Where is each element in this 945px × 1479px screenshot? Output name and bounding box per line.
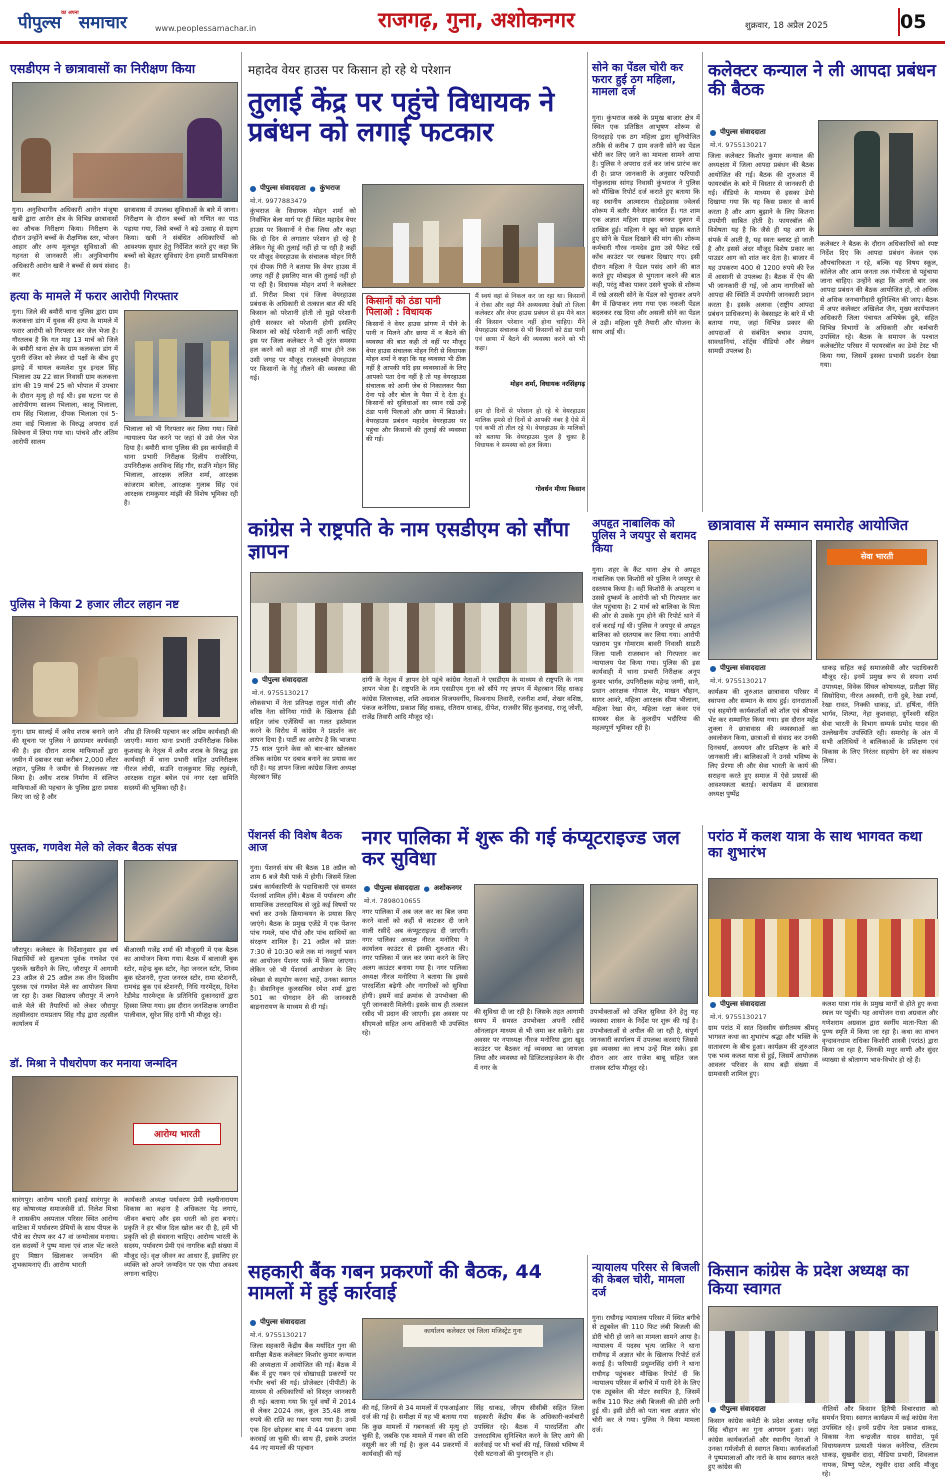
byline-place: अशोकनगर (433, 884, 462, 892)
byline-kumbhraj (250, 184, 340, 193)
mobile-number: मो.नं. 9755130217 (250, 1331, 307, 1339)
mobile-number: मो.नं. 9755130217 (710, 141, 767, 149)
article-congress-col2: दांगी के नेतृत्व में ज्ञापन देने पहुंचे कांग्रेस नेताओं ने एसडीएम के माध्यम से राष्ट्रपति के नाम ज्ञापन भेजा है। राष्ट्रपति के नाम एसडीएम गुना को सौंपे गए ज्ञापन में मेहरबान सिंह धाकड़ कांग्रेस जिलाध्यक्ष, शशि अग्रवाल विजयवर्गीय, विश्वनाथ तिवारी, रजनीश शर्मा, शेखर वशिष्ठ, पंकज कनेरिया, प्रकाश सिंह धाकड़, रतिराम धाकड़, दीपेश, राजवीर सिंह कुशवाह, राजू जोशी, राजेंद्र तिवारी आदि मौजूद रहे। (362, 676, 583, 722)
headline-lahan-destroyed: पुलिस ने किया 2 हजार लीटर लहान नष्ट (10, 597, 179, 611)
column-rule (702, 52, 703, 512)
headline-sdm-hostel: एसडीएम ने छात्रावासों का निरीक्षण किया (10, 61, 196, 76)
headline-collector-disaster: कलेक्टर कन्याल ने ली आपदा प्रबंधन की बैठक (708, 61, 936, 101)
headline-mla-weighing-center: तुलाई केंद्र पर पहुंचे विधायक ने प्रबंधन को लगाई फटकार (248, 87, 555, 149)
article-lahan-col2: शीघ्र ही जिनकी पहचान कर अग्रिम कार्यवाही की जाएगी। म्याना थाना प्रभारी उपनिरीक्षक विवेक कुशवाह के नेतृत्व में अवैध शराब के विरुद्ध इस कार्यवाही में थाना प्रभारी सहित उपनिरीक्षक नीरज लोधी, सउनि राजकुमार सिंह रघुवंशी, आरक्षक राहुल बघेल एवं नगर रक्षा समिति सदस्यों की भूमिका रही है। (124, 728, 238, 792)
photo-mla-farmers (362, 184, 584, 288)
mobile-number: मो.नं. 9755130217 (710, 1013, 767, 1021)
headline-computerized-water-tax: नगर पालिका में शुरू की गई कंप्यूटराइज्ड जल कर सुविधा (362, 827, 680, 871)
article-murder-arrest-col1: गुना। जिले की बमौरी थाना पुलिस द्वारा ग्राम कलकत्ता डांग में युवक की हत्या के मामले में फरार आरोपी को गिरफ्तार कर जेल भेजा है। गौरतलब है कि गत माह 13 मार्च को जिले के बमौरी थाना क्षेत्र के ग्राम कलकत्ता डांग में पुरानी रंजिश को लेकर दो पक्षों के बीच हुए झगड़े में घायल कमलेश पुत्र इन्दल सिंह भिलाला उम्र 22 साल निवासी ग्राम कलकत्ता डांग की 19 मार्च 25 को भोपाल में उपचार के दौरान मृत्यु हो गई थी। इस घटना पर से आरोपीगण सालम भिलाला, कालू भिलाला, राम सिंह भिलाला, दीपक भिलाला एवं 5-तमा वाई भिलाला के विरुद्ध अपराध दर्ज विवेचना में लिया गया था। पांचवे और अंतिम आरोपी सालम (12, 308, 118, 447)
byline-guna (252, 676, 308, 685)
article-kalash-col2: कलश यात्रा गांव के प्रमुख मार्गों से होते हुए कथा स्थल पर पहुंची। यह आयोजन राधा अग्रवाल और गणेशराम अग्रवाल द्वारा स्वर्गीय माता-पिता की पुण्य स्मृति में किया जा रहा है। कथा का वाचन वृन्दावनधाम राधिका किशोरी शास्त्री (परांठ) द्वारा किया जा रहा है, जिनकी मधुर वाणी और सुंदर व्याख्या से श्रोतागण भाव-विभोर हो रहे हैं। (822, 1000, 938, 1064)
byline-place: कुंभराज (319, 184, 340, 192)
sidebar-cold-water (362, 293, 470, 508)
column-rule (587, 1255, 588, 1440)
article-murder-arrest-col2: भिलाला को भी गिरफ्तार कर लिया गया। जिसे न्यायालय पेश करने पर जहां से उसे जेल भेज दिया है। बमौरी थाना पुलिस की इस कार्यवाही में थाना प्रभारी निरीक्षक दिलीप राजोरिया, उपनिरीक्षक अरविन्द सिंह गौर, सउनि मोहन सिंह भिलाला, आरक्षक ललित शर्मा, आरक्षक कांजराम बारेला, आरक्षक गुलाब सिंह एवं आरक्षक रामकुमार मांझी की विशेष भूमिका रही है। (124, 425, 238, 508)
article-bank-col2: की गई, जिनमें से 34 मामलों में एफआईआर दर्ज की गई है। समीक्षा में यह भी बताया गया कि कुछ मामलों में गबनकर्ता की मृत्यु हो चुकी है, जबकि एक मामले में गबन की राशि वसूली कर ली गई है। कुल 44 प्रकरणों में कार्यवाही की गई (362, 1404, 468, 1459)
byline-dot-icon (250, 186, 256, 192)
banner-seva-bharti: सेवा भारती (827, 549, 927, 565)
byline-name: पीपुल्स संवाददाता (720, 1000, 766, 1008)
photo-hostel-honour-2 (816, 540, 938, 660)
quote-mla-text: मैं स्वयं वहां से निकल कर जा रहा था। किसानों ने रोका और वहां मैंने अव्यवस्था देखी तो जिला कलेक्टर और वेयर हाउस प्रबंधन से हम मैने बात की किसान परेशान नहीं होना चाहिए। मैंने वेयरहाउस संचालक से भी किसानों को ठंडा पानी एवं छाया में बैठने की व्यवस्था करने को भी कहा। (475, 293, 585, 352)
photo-police-arrest (124, 310, 238, 422)
headline-hostel-honour: छात्रावास में सम्मान समारोह आयोजित (708, 518, 909, 534)
byline-name: पीपुल्स संवाददाता (720, 1405, 766, 1413)
byline-dot-icon (710, 1002, 716, 1008)
article-kisan-col1: किसान कांग्रेस कमेटी के प्रदेश अध्यक्ष धनेंद्र सिंह चौहान का गुना आगमन हुआ। जहां कांग्रेस कार्यकर्ताओं और स्थानीय नेताओं ने उनका गर्मजोशी से स्वागत किया। कार्यकर्ताओं ने पुष्पमालाओं और नारों के साथ स्वागत करते हुए कांग्रेस की (708, 1417, 818, 1472)
photo-water-tax-counter-2 (590, 884, 698, 1004)
byline-dot-icon (250, 1320, 256, 1326)
byline-name: पीपुल्स संवाददाता (374, 884, 420, 892)
byline-guna (710, 664, 766, 673)
article-hostel-col3: धाकड़ सहित कई समाजसेवी और पदाधिकारी मौजूद रहे। इनमें प्रमुख रूप से सपना शर्मा उपाध्यक्ष, विवेक सिंघल कोषाध्यक्ष, प्रतीक्षा सिंह सिसोदिया, नीरज अवस्थी, रानी दुबे, रेखा शर्मा, रेखा रावत, निक्की धाकड़, डॉ. हर्षिता, नीति भार्गव, शिल्पा, नेहा कुशवाहा, दुर्गेश्वरी सहित सेवा भारती के विभाग सम्पर्क प्रमोद यादव की उल्लेखनीय उपस्थिति रही। समारोह के अंत में सभी अतिथियों ने बालिकाओं के प्रशिक्षण एवं विकास के लिए निरंतर सहयोग देने का संकल्प लिया। (822, 664, 938, 765)
byline-ashoknagar (364, 884, 462, 893)
quote-farmer-attrib: गोवर्धन मीणा किसान (535, 485, 585, 493)
mobile-number: मो.नं. 9977883479 (250, 197, 307, 205)
article-sdm-hostel-col2: छात्रावास में उपलब्ध सुविधाओं के बारे में जाना। निरीक्षण के दौरान बच्चों को गणित का पाठ पढ़ाया गया, जिसे बच्चों ने बड़े उत्साह से ग्रहण किया। खत्री ने संबंधित अधिकारियों को आवश्यक सुधार हेतु निर्देशित करते हुए कहा कि बच्चों को बेहतर सुविधाएं देना हमारी प्राथमिकता है। (124, 206, 238, 270)
byline-name: पीपुल्स संवाददाता (262, 676, 308, 684)
byline-name: पीपुल्स संवाददाता (720, 128, 766, 136)
article-plantation-col2: कार्यकारी अध्यक्ष पर्यावरण प्रेमी लक्ष्मीनारायण विकास का कहना है अधिकतर पेड़ लगाएं, जीवन बचाएं और इस धरती को हरा बनाएं। प्रकृति ने हर चीज दिल खोल कर दी है, हमें भी प्रकृति को ही संवारना चाहिए। आरोग्य भारती के सदस्य, पर्यावरण प्रेमी एवं नागरिक बड़ी संख्या में मौजूद रहे। वृक्ष जीवन का आधार हैं, इसलिए हर व्यक्ति को अपने जन्मदिन पर एक पौधा अवश्य लगाना चाहिए। (124, 1196, 238, 1279)
mobile-number: मो.नं. 9755130217 (710, 677, 767, 685)
byline-name: पीपुल्स संवाददाता (260, 184, 306, 192)
article-water-tax-col1: नगर पालिका में अब जल कर का बिल जमा करने वालों को कहीं से काटकर दी जाने वाली रसीदें अब कंप्यूटराइज्ड दी जाएगी। नगर पालिका अध्यक्ष नीरज मनोरिया ने कार्यालय काउंटर से इसकी शुरुआत की। नगर पालिका में जल कर जमा करने के लिए अलग काउंटर बनाया गया है। नगर पालिका अध्यक्ष नीरज मनोरिया ने बताया कि इससे पारदर्शिता बढ़ेगी और नागरिकों को सुविधा होगी। इसमें वार्ड क्रमांक से उपभोक्ता की पूरी जानकारी मिलेगी। इसके साथ ही तत्काल रसीद भी प्रदान की जाएगी। इस अवसर पर सीएमओ सहित अन्य अधिकारी भी उपस्थित रहे। (362, 908, 468, 1037)
headline-court-cable-theft: न्यायालय परिसर से बिजली की केबल चोरी, मामला दर्ज (592, 1261, 700, 1299)
quote-mla (475, 293, 585, 401)
headline-congress-memorandum: कांग्रेस ने राष्ट्रपति के नाम एसडीएम को सौंपा ज्ञापन (248, 517, 570, 564)
photo-book-fair-meeting-2 (124, 860, 238, 942)
photo-fireball-demo (818, 120, 938, 236)
byline-name: पीपुल्स संवाददाता (260, 1318, 306, 1326)
column-rule (241, 52, 242, 1437)
headline-book-fair-meeting: पुस्तक, गणवेश मेले को लेकर बैठक संपन्न (10, 841, 177, 854)
article-kisan-col2: नीतियों और किसान हितैषी विचारधारा को समर्थन दिया। स्वागत कार्यक्रम में कई कांग्रेस नेता उपस्थित रहे। इनमें प्रदीप नेता प्रकाश धाकड़, विकास नेता चन्द्रजीत यादव सारोठा, पूर्व विधायकगण प्रत्याशी पंकज कनेरिया, रतिराम धाकड़, सुखवीर दादा, मीडिया प्रभारी, शिवलाल नायक, विष्णु पटेल, रघुवीर दादा आदि मौजूद रहे। (822, 1405, 938, 1479)
logo-text-2: समाचार (78, 13, 127, 33)
photo-kisan-congress (708, 1306, 938, 1402)
article-court-cable: गुना। राघौगढ़ न्यायालय परिसर में स्थित बगीचे से ट्यूबवेल की 110 फिट लंबी बिजली की डोरी चोरी हो जाने का मामला सामने आया है। न्यायालय में पदस्थ भृत्य जाकिर ने थाना राघौगढ़ में अज्ञात चोर के खिलाफ रिपोर्ट दर्ज कराई है। फरियादी प्रधुम्नसिंह दांगी ने थाना राघौगढ़ पहुंचकर मौखिक रिपोर्ट दी कि न्यायालय परिसर में बगीचे में पानी देने के लिए एक ट्यूबवेल की मोटर स्थापित है, जिसमें करीब 110 फिट लंबी बिजली की डोरी लगी हुई थी। इसी डोरी को पता चला अज्ञात चोर चोरी कर ले गया। पुलिस ने किया मामला दर्ज। (592, 1314, 700, 1434)
masthead (0, 0, 945, 44)
quote-mla-attrib: मोहन शर्मा, विधायक नरसिंहगढ़ (510, 380, 585, 388)
photo-bank-meeting (362, 1318, 584, 1400)
date: शुक्रवार, 18 अप्रैल 2025 (745, 21, 829, 31)
sidebar-cold-water-title: किसानों को ठंडा पानी पिलाओ : विधायक (366, 296, 441, 318)
photo-hostel-honour-1 (708, 540, 812, 660)
photo-kalash-yatra (708, 878, 938, 996)
photo-sdm-hostel-inspection (12, 82, 238, 202)
headline-murder-arrest: हत्या के मामले में फरार आरोपी गिरफ्तार (10, 289, 179, 303)
article-book-fair-col2: बीआरसी गजेंद्र शर्मा की मौजूदगी में एक बैठक का आयोजन किया गया। बैठक में बालाजी बुक स्टोर, महेन्द्र बुक स्टोर, नेहा जनरल स्टोर, शिवम बुक स्टेशनरी, गुप्ता जनरल स्टोर, रामा स्टेशनरी, रामचंद्र बुक एवं स्टेशनरी, निधि गारमेंट्स, दिनेश रेडीमेड गारमेन्ट्स के प्रतिनिधि दुकानदारों द्वारा हिस्सा लिया गया। इस दौरान जनशिक्षक जगदीश पालीवाल, सुरेश सिंह दांगी भी मौजूद रहे। (124, 946, 238, 1020)
article-kidnapped-minor: गुना। शहर के कैंट थाना क्षेत्र से अपहृत नाबालिक एक किशोरी को पुलिस ने जयपुर से दस्तयाब किया है। वहीं किशोरी के अपहरण व उससे दुष्कर्म के आरोपी को भी गिरफ्तार कर जेल पहुंचाया है। 2 मार्च को बालिका के पिता की ओर से उसके गुम होने की रिपोर्ट थाने में दर्ज कराई गई थी। पुलिस ने जयपुर से अपहृत बालिका को दस्तयाब कर लिया गया। आरोपी पन्नाराम पुत्र गोमाराम बावरी निवासी साडरी जिला पाली राजस्थान को गिरफ्तार कर न्यायालय पेश किया गया। पुलिस की इस कार्यवाही में थाना प्रभारी निरीक्षक अनूप कुमार भार्गव, उपनिरीक्षक महेन्द्र जग्गी, साने, प्रधान आरक्षक गोपाल मेर, माखन चौहान, सागर आवरे, महिला आरक्षक सीमा भीलाला, महिला रेखा सेन, महिला रक्षा कंवर एवं सायबर सेल के कुलदीप भदौरिया की महत्वपूर्ण भूमिका रही है। (592, 566, 700, 733)
logo-text: पीपुल्स (18, 13, 62, 33)
article-collector-col2: कलेक्टर ने बैठक के दौरान अधिकारियों को स्पष्ट निर्देश दिए कि आपदा प्रबंधन केवल एक औपचारिकता न रहे, बल्कि यह विषय स्कूल, कॉलेज और आम जनता तक गंभीरता से पहुंचाया जाना चाहिए। उन्होंने कहा कि अगली बार जब आपदा प्रबंधन की बैठक आयोजित हो, तो अधिक से अधिक जनभागीदारी सुनिश्चित की जाए। बैठक में अपर कलेक्टर अखिलेश जैन, मुख्य कार्यपालन अधिकारी जिला पंचायत अभिषेक दुबे, सहित विभिन्न विभागों के अधिकारी और कर्मचारी उपस्थित रहे। बैठक के समापन के पश्चात कलेक्टोरेट परिसर में फायरबॉल का डेमो टेस्ट भी किया गया, जिसमें इसका प्रभावी प्रदर्शन देखा गया। (820, 240, 938, 369)
collector-office-board: कार्यालय कलेक्टर एवं जिला मजिस्ट्रेट गुना (403, 1325, 543, 1347)
article-mla-col1: कुंभराज के विधायक मोहन शर्मा को निर्वाचित बेला मार्ग पर ही स्थित महादेव वेयर हाउस पर किसानों ने रोक लिया और कहा कि दो दिन से लगातार परेशान हो रहे है लेकिन गेहूं की तुलाई नहीं हो पा रही है कहीं पर मौजूद वेयरहाउस के संचालक मोहन गिरी एवं दीपक गिरी ने बताया कि वेयर हाउस में जगह नहीं है इसलिए माल की तुलाई नहीं हो पा रही है। विधायक मोहन शर्मा ने कलेक्टर डॉ. गिरीश मिश्रा एवं जिला वेयरहाउस प्रबंधक के अधिकारी से तत्काल बात की यदि किसान को परेशानी होती तो मुझे परेशानी होगी सरकार को परेशानी होगी इसलिए किसान को कोई परेशानी नहीं आनी चाहिए इस पर जिला कलेक्टर ने भी तुरंत समस्या हल करने को कहा तो नहीं साथ होने तक उसी जगह पर मौजूद राजलक्ष्मी वेयरहाउस पर किसानों के गेहूं तौलने की व्यवस्था की गई। (250, 207, 356, 383)
page-number: 05 (898, 8, 926, 36)
article-book-fair-col1: जौरापुर। कलेक्टर के निर्देशानुसार इस वर्ष विद्यार्थियों को सुलभता पूर्वक गणवेश एवं पुस्तकें खरीदने के लिए, जौरापुर में आगामी 23 अप्रैल से 25 अप्रैल तक तीन दिवसीय पुस्तक एवं गणवेश मेले का आयोजन किया जा रहा है। उक्त विद्यालय जौरापुर में लगने वाले मेले की तैयारियों को लेकर जौरापुर तहसीलदार रामप्रताप सिंह गौड़ द्वारा तहसील कार्यालय में (12, 946, 118, 1029)
article-collector-col1: जिला कलेक्टर किशोर कुमार कन्याल की अध्यक्षता में जिला आपदा प्रबंधन की बैठक आयोजित की गई। बैठक की शुरुआत में फायरबॉल के बारे में विस्तार से जानकारी दी गई। वीडियो के माध्यम से इसका डेमो दिखाया गया कि यह किस प्रकार से कार्य करता है और आग बुझाने के लिए कितना उपयोगी साबित होती है। फायरबॉल की विशेषता यह है कि जैसे ही यह आग के संपर्क में आती है, यह स्वतः ब्लास्ट हो जाती है और इससे अंदर मौजूद विशेष प्रकार का पाउडर आग को शांत कर देता है। बाजार में यह उपकरण 400 से 1200 रुपये की रेंज में आसानी से उपलब्ध है। बैठक में ऐप की भी जानकारी दी गई, जो आम नागरिकों को आपदा की स्थिति में उपयोगी जानकारी प्रदान करता है। इसके अलावा (राष्ट्रीय आपदा प्रबंधन प्राधिकरण) के वेबसाइट के बारे में भी बताया गया, जहां विभिन्न प्रकार की आपदाओं से संबंधित बचाव उपाय, सावधानियां, शॉर्ट्स वीडियो और लेखन सामग्री उपलब्ध है। (708, 152, 814, 356)
article-congress-col1: लोकसभा में नेता प्रतिपक्ष राहुल गांधी और वरिष्ठ नेता सोनिया गांधी के खिलाफ ईडी सहित जांच एजेंसियों का गलत इस्तेमाल करने के विरोध में कांग्रेस ने प्रदर्शन कर ज्ञापन दिया है। पार्टी का आरोप है कि भाजपा 75 साल पुराने केस को बार-बार खोलकर तंत्रिक कांग्रेस पर दबाव बनाने का प्रयास कर रही है। यह ज्ञापन जिला कांग्रेस जिला अध्यक्ष मेहरबान सिंह (250, 699, 356, 782)
mobile-number: मो.नं. 7898010655 (364, 897, 421, 905)
byline-dot-icon (710, 130, 716, 136)
site-url[interactable]: www.peoplessamachar.in (155, 24, 257, 33)
headline-gold-pendant-theft: सोने का पेंडल चोरी कर फरार हुई ठग महिला, मामला दर्ज (592, 61, 684, 99)
photo-water-tax-counter-1 (474, 884, 584, 1004)
headline-kisan-congress: किसान कांग्रेस के प्रदेश अध्यक्ष का किया स्वागत (708, 1261, 909, 1298)
column-rule (702, 825, 703, 1440)
article-plantation-col1: सारंगपुर। आरोग्य भारती इकाई सारंगपुर के सह कोषाध्यक्ष समाजसेवी डॉ. निलेश मिश्रा ने शासकीय अस्पताल परिसर स्थित आरोग्य वाटिका में पर्यावरण प्रेमियों के साथ पीपल के पौधे का रोपण कर 47 वां जन्मोत्सव मनाया। दल सदस्यों ने पुष्प माला एवं शाल भेंट करते हुए मिष्ठान खिलाकर जन्मदिन की शुभकामनाएं दीं। आरोग्य भारती (12, 1196, 118, 1270)
article-bank-col1: जिला सहकारी केंद्रीय बैंक मर्यादित गुना की समीक्षा बैठक कलेक्टर किशोर कुमार कन्याल की अध्यक्षता में आयोजित की गई। बैठक में बैंक में हुए गबन एवं धोखाधड़ी प्रकरणों पर गंभीर चर्चा की गई। प्रोजेक्टर (पीपीटी) के माध्यम से अधिकारियों को विस्तृत जानकारी दी गई। बताया गया कि पूर्व वर्षों में 2014 से लेकर 2024 तक, कुल 35.48 लाख रुपये की राशि का गबन पाया गया है। उनमें एक दिन छोड़कर बाद में 44 प्रकरण जमा करवाई जा चुकी थी। साथ ही, इसके उपरांत 44 नए मामलों की पहचान (250, 1342, 356, 1453)
headline-cooperative-bank: सहकारी बैंक गबन प्रकरणों की बैठक, 44 मामलों में हुई कार्रवाई (248, 1261, 542, 1305)
article-pensioners: गुना। पेंशनर्स संघ की बैठक 18 अप्रैल को शाम 6 बजे मैत्री पार्क में होगी। जिसमें जिला प्रबंध कार्यकारिणी के पदाधिकारी एवं समस्त पेंशनर्स शामिल होंगे। बैठक में पर्यावरण और सामाजिक उत्तरदायित्व से जुड़े कई विषयों पर चर्चा कर उनके क्रियान्वयन के प्रयास किए जाएंगे। बैठक के प्रमुख एजेंडे में एक पेंशनर पांच गमले, पांच पौधे और पांच साथियों का संरक्षण शामिल है। 21 अप्रैल को प्रातः 7:30 से 10:30 बजे तक मां नवदुर्गा भवन का आयोजन पेंशनर पार्क में किया जाएगा। लेकिन जो भी पेंशनर्स आयोजन के लिए स्वेच्छा से सहयोग करना चाहें, उनका स्वागत है। सेवानिवृत्त कुलसचिव रमेश शर्मा द्वारा 501 का योगदान देने की जानकारी बाद्रनारायण के माध्यम से दी गई। (250, 864, 356, 1012)
article-sdm-hostel-col1: गुना। अनुविभागीय अधिकारी आरोन मंजूषा खत्री द्वारा आरोन क्षेत्र के विभिन्न छात्रावासों का औचक निरीक्षण किया। निरीक्षण के दौरान उन्होंने बच्चों के शैक्षणिक स्तर, भोजन आहार और अन्य मूलभूत सुविधाओं की गहनता से जानकारी ली। अनुविभागीय अधिकारी आरोन खत्री ने बच्चों से स्वयं संवाद कर (12, 206, 118, 280)
logo (18, 10, 127, 33)
quote-farmer (475, 408, 585, 508)
quote-farmer-text: हम दो दिनों से परेशान हो रहे थे वेयरहाउस मालिक हमसे दो दिनों से आपकी नंबर है ऐसे में एवं कभी तो तौल रहे थे। वेयरहाउस के मालिकों को बताया कि वेयरहाउस फुल है चुका है विधायक ने समस्या को हल किया। (475, 408, 585, 450)
mobile-number: मो.नं. 9755130217 (252, 689, 309, 697)
article-kalash-col1: ग्राम परांठ में सात दिवसीय संगीतमय श्रीमद् भागवत कथा का शुभारंभ श्रद्धा और भक्ति के वातावरण के बीच हुआ। कार्यक्रम की शुरुआत एक भव्य कलश यात्रा से हुई, जिसमें आयोजक आवलर परिवार के साथ बड़ी संख्या में ग्रामवासी शामिल हुए। (708, 1024, 818, 1079)
headline-kalash-yatra: परांठ में कलश यात्रा के साथ भागवत कथा का शुभारंभ (708, 829, 923, 861)
byline-guna (710, 128, 766, 137)
sidebar-cold-water-body: किसानों ने वेयर हाउस प्रांगण में पीने के पानी न मिलने और छाया में न बैठने की व्यवस्था की बात कही तो वहीं पर मौजूद वेयर हाउस संचालक मोहन गिरी से विधायक मोहन शर्मा ने कहा कि यह व्यवस्था भी ठीक नहीं है आपकी यदि इस व्यवस्थाओं के लिए आपको पता देना नहीं है तो यह वेयरहाउस संचालक को आनी जेब से निकालकर पैसा देना पड़े और बोल के पैसा में दे देता हूं। किसानों को सुविधाओं का ध्यान रखें उन्हें ठंडा पानी पिलाओ और छाया में बिठाओ। वेयरहाउस प्रबंधन महादेव वेयरहाउस पर पहुंचा और किसानों की तुलाई की व्यवस्था की गई। (366, 320, 466, 443)
headline-kidnapped-minor: अपहृत नाबालिक को पुलिस ने जयपुर से बरामद किया (592, 517, 697, 555)
byline-separator-icon: ● (423, 884, 430, 893)
logo-tag: का अपना (61, 10, 79, 16)
photo-lahan-destroyed (12, 616, 238, 724)
byline-guna (710, 1000, 766, 1009)
photo-congress-memorandum (250, 572, 583, 672)
byline-separator-icon: ● (309, 184, 316, 193)
article-gold-pendant: गुना। कुंभराज कस्बे के प्रमुख बाजार क्षेत्र में स्थित एक प्रतिष्ठित आभूषण शोरूम से दिनदहाड़े एक ठग महिला द्वारा सुनियोजित तरीके से करीब 7 ग्राम वजनी सोने का पेंडल चोरी कर लिए जाने का मामला सामने आया है। पुलिस ने अपराध दर्ज कर जांच प्रारंभ कर दी है। प्राप्त जानकारी के अनुसार फरियादी गोकुलदास सांगड़ निवासी कुंभराज ने पुलिस को मौखिक रिपोर्ट दर्ज कराते हुए बताया कि वह स्थानीय आत्माराम रोडहेडवास ज्वेलर्स शोरूम में बतौर मैनेजर कार्यरत हैं। गत शाम एक अज्ञात महिला ग्राहक बनकर दुकान में दाखिल हुई। महिला ने खुद को ग्राहक बताते हुए सोने के पेंडल दिखाने की मांग की। शोरूम कर्मचारी गौरव नामदेव द्वारा उसे पैकेट रखें काँच काउंटर पर रखकर दिखाए गए। इसी दौरान महिला ने पेंडल पसंद आने की बात करते हुए मोबाइल से भुगतान करने की बात कही, परंतु मौका पाकर उसने चुपके से शोरूम में रखे असली सोने के पेंडल को चुराकर अपने बैग में छिपाकर लगा गया एक नकली पेंडल बदलकर रख दिया और असली सोने का पेंडल ले उड़ी। महिला पूरी तैयारी और योजना के साथ आई थी। (592, 114, 700, 336)
article-lahan-col1: गुना। ग्राम सालई में अवैध शराब बनाने जाने की सूचना पर पुलिस ने छापामार कार्यवाही की है। इस दौरान शराब माफियाओं द्वारा जमीन में दबाकर रखा करीबन 2,000 लीटर लहान, पुलिस ने जमीन से निकालकर नष्ट किया है। अवैध शराब निर्माण में संलिप्त माफियाओं की पहचान के पुलिस द्वारा प्रयास किए जा रहे है और (12, 728, 118, 802)
article-water-tax-col3: उपभोक्ताओं को उचित सुविधा देने हेतु यह व्यवस्था शासन के निर्देश पर शुरू की गई है। उपभोक्ताओं से अपील की जा रही है, संपूर्ण जानकारी कार्यालय में उपलब्ध करवाएं जिससे इस व्यवस्था का लाभ उन्हें मिल सके। इस दौरान आर आर राजेश बाबू सहित जल राजस्व स्टॉफ मौजूद रहे। (590, 1008, 698, 1072)
headline-plantation-birthday: डॉ. मिश्रा ने पौधरोपण कर मनाया जन्मदिन (10, 1057, 178, 1070)
byline-dot-icon (710, 1407, 716, 1413)
photo-plantation (12, 1076, 238, 1192)
banner-arogya-bharti: आरोग्य भारती (133, 1123, 221, 1145)
article-hostel-col2: कार्यक्रम की शुरुआत छात्रावास परिसर में स्थापना और सम्मान के साथ हुई। दानदाताओं एवं सहयोगी कार्यकर्ताओं को शॉल एवं श्रीफल भेंट कर सम्मानित किया गया। इस दौरान महेंद्र शुक्ला ने छात्रावास की व्यवस्थाओं का अवलोकन किया, छात्राओं से संवाद कर उनकी दिनचर्या, अध्ययन और प्रशिक्षण के बारे में जानकारी ली। बालिकाओं ने उनसे भविष्य के लिए प्रेरणा ली और सेवा भारती के कार्य की सराहना करते हुए समाज में ऐसे प्रयासों की आवश्यकता बताई। कार्यक्रम में छात्रावास अध्यक्ष पुष्पेंद्र (708, 688, 818, 799)
byline-dot-icon (710, 666, 716, 672)
byline-guna (250, 1318, 306, 1327)
photo-book-fair-meeting-1 (12, 860, 118, 942)
column-rule (587, 52, 588, 512)
byline-dot-icon (252, 678, 258, 684)
kicker-mahadev-warehouse: महादेव वेयर हाउस पर किसान हो रहे थे परेशान (248, 63, 451, 77)
byline-guna (710, 1405, 766, 1414)
region-title: राजगढ़, गुना, अशोकनगर (378, 8, 575, 32)
headline-pensioners-meeting: पेंशनर्स की विशेष बैठक आज (248, 829, 342, 855)
byline-name: पीपुल्स संवाददाता (720, 664, 766, 672)
article-water-tax-col2: की सुविधा दी जा रही है। जिसके तहत आगामी समय में समस्त उपभोक्ता अपनी रसीदें ऑनलाइन माध्यम से भी जमा कर सकेंगे। इस अवसर पर नपाध्यक्ष नीरज मनोरिया द्वारा खुद काउंटर पर बैठकर नई व्यवस्था का जायजा लिया और व्यवस्था को डिजिटलाइजेशन के दौर में नगर के (474, 1008, 584, 1072)
byline-dot-icon (364, 886, 370, 892)
article-bank-col3: सिंह धाकड़, जीएम सीसीबी सहित जिला सहकारी केंद्रीय बैंक के अधिकारी-कर्मचारी उपस्थित रहे। बैठक में पारदर्शिता और उत्तरदायित्व सुनिश्चित करने के लिए आगे की कार्रवाई पर भी चर्चा की गई, जिससे भविष्य में ऐसी घटनाओं की पुनरावृत्ति न हो। (474, 1404, 584, 1459)
